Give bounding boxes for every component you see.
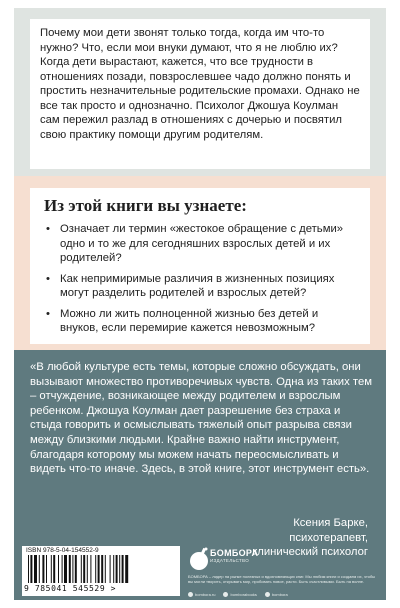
learn-item [44,222,358,266]
intro-text: Почему мои дети звонят только тогда, когда им что-то нужно? Что, если мои внуки думают, что я не люблю их? Когда дети вырастают, кажется, что все трудности в отношениях позади, повзрослевшее чадо должно понять и простить незначительные родительские промахи. Однако не все так просто и однозначно. Психолог Джошуа Коулман сам пережил разлад в отношениях с дочерью и посвятил свою практику помощи другим родителям. [30,19,370,169]
barcode [22,546,180,596]
learn-item-text: Как непримиримые различия в жизненных позициях могут разделить родителей и взрослых детей? [60,272,335,299]
quote-author-role: клинический психолог [252,546,368,559]
social-link-label: bombora [271,591,288,597]
social-link[interactable] [188,592,215,597]
quote-author-role: психотерапевт, [289,531,368,544]
telegram-icon [265,592,270,597]
quote-text: «В любой культуре есть темы, которые сложно обсуждать, они вызывают множество противоречивых чувств. Одна из таких тем – отчуждение, возникающее между родителем и взрослым ребенком. Джошуа Коулман дает разрешение без страха и стыда говорить и осмыслывать тяжелый опыт разрыва связи между близкими людьми. Крайне важно найти инструмент, благодаря которому мы можем начать переосмысливать и видеть что-то иначе. Здесь, в этой книге, этот инструмент есть». [30,361,373,476]
quote-author: Ксения Барке, [293,517,368,529]
social-link-label: bomborabooks [230,591,257,597]
social-link[interactable] [223,592,256,597]
publisher-blurb: БОМБОРА – лидер на рынке полезных и вдохновляющих книг. Мы любим книги и создаем их, чтобы вы могли творить, открывать мир, пробовать новое, расти. Быть счастливыми. Быть на волне. [188,574,376,584]
publisher-name: БОМБОРА [210,548,259,558]
barcode-digits: 9 785041 545529 > [24,584,117,593]
social-links [188,590,380,598]
social-link-label: bombora.ru [195,591,216,597]
learn-panel [14,176,386,350]
learn-item-text: Означает ли термин «жестокое обращение с детьми» одно и то же для сегодняшних взрослых детей и их родителей? [60,223,344,264]
bullet-icon: • [46,223,50,235]
learn-item [44,307,358,336]
bullet-icon: • [46,272,50,285]
learn-title: Из этой книги вы узнаете: [44,196,247,215]
globe-icon [188,592,193,597]
bullet-icon: • [46,307,50,320]
isbn-label: ISBN 978-5-04-154552-9 [26,547,99,554]
social-link[interactable] [265,592,288,597]
quote-panel [14,350,386,600]
book-back-cover [14,8,386,600]
learn-item [44,272,358,301]
publisher-subtitle: ИЗДАТЕЛЬСТВО [210,558,250,563]
learn-item-text: Можно ли жить полноценной жизнью без детей и внуков, если перемирие кажется невозможным? [60,307,319,334]
intro-panel [14,8,386,176]
vk-icon [223,592,228,597]
learn-box [30,188,370,344]
barcode-bars-icon [26,555,176,583]
